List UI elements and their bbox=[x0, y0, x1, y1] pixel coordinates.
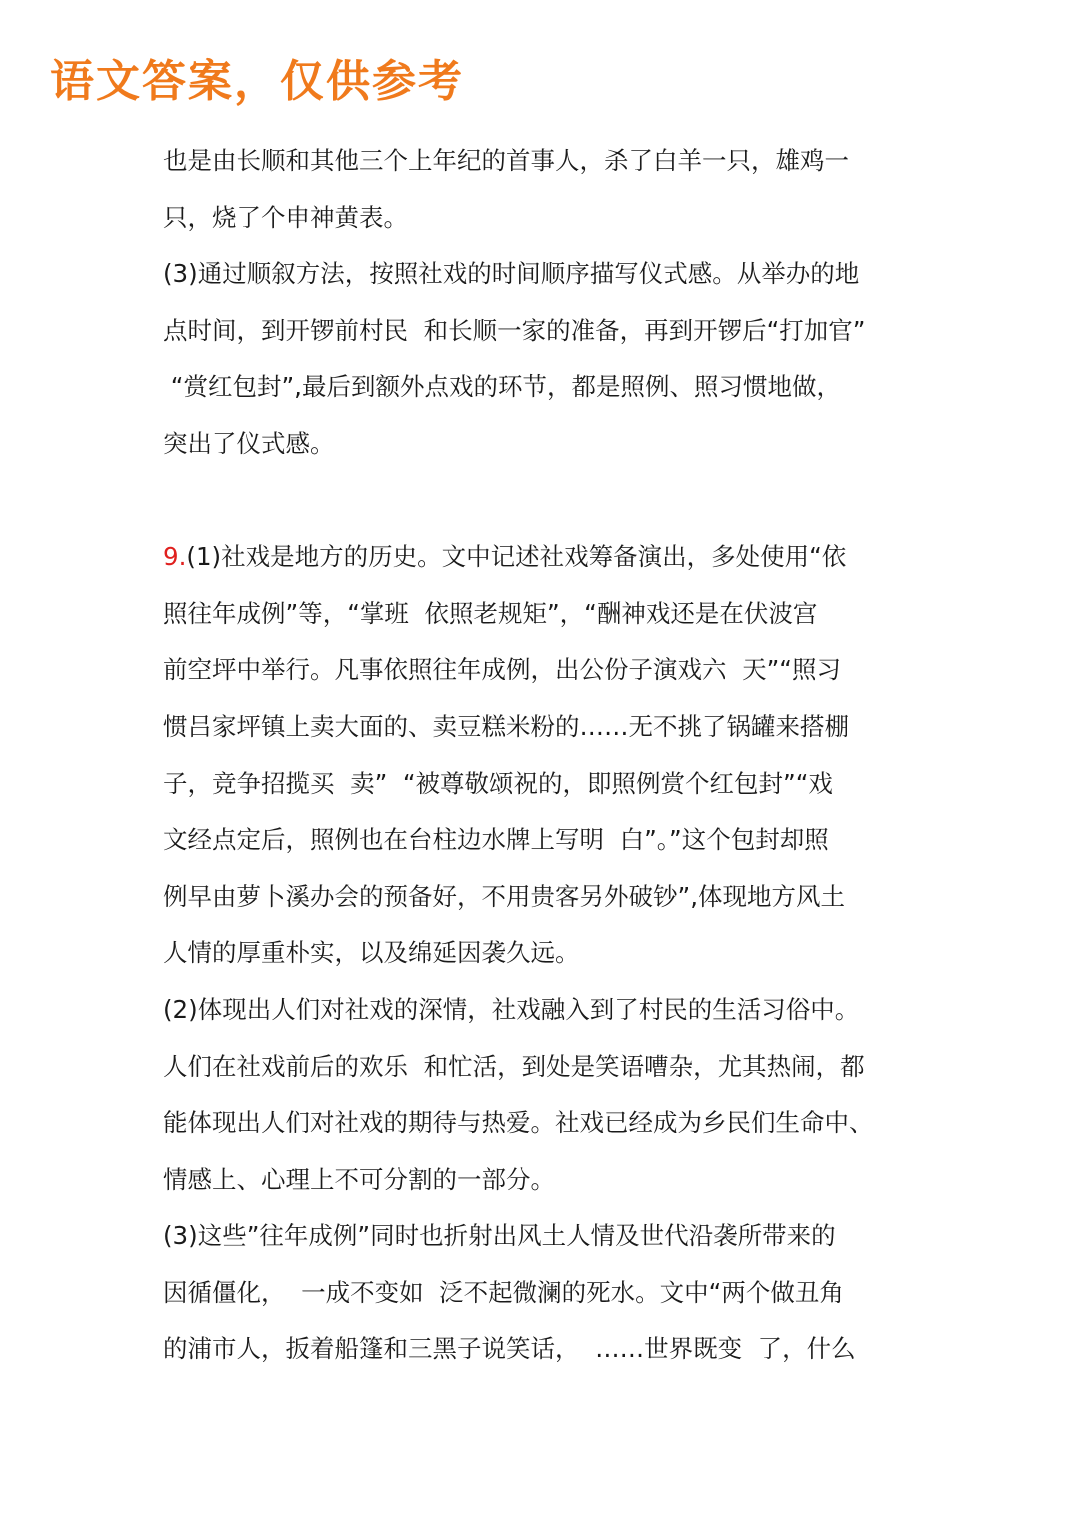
text-line: 只，烧了个申神黄表。 bbox=[163, 202, 408, 232]
text-line: 情感上、心理上不可分割的一部分。 bbox=[163, 1164, 555, 1194]
text-line: 能体现出人们对社戏的期待与热爱。社戏已经成为乡民们生命中、 bbox=[163, 1108, 874, 1138]
text-line: 惯吕家坪镇上卖大面的、卖豆糕米粉的……无不挑了锅罐来搭棚 bbox=[163, 711, 849, 741]
text-line bbox=[163, 529, 919, 586]
text-line: 照往年成例”等，“掌班 依照老规矩”，“酬神戏还是在伏波宫 bbox=[163, 598, 818, 628]
text-line: 因循僵化， 一成不变如 泛不起微澜的死水。文中“两个做丑角 bbox=[163, 1277, 844, 1307]
text-line: 人情的厚重朴实，以及绵延因袭久远。 bbox=[163, 938, 580, 968]
text-line: 文经点定后，照例也在台柱边水牌上写明 白”。”这个包封却照 bbox=[163, 825, 829, 855]
text-line: 的浦市人，扳着船篷和三黑子说笑话， ……世界既变 了，什么 bbox=[163, 1334, 856, 1364]
text-line: (3)这些”往年成例”同时也折射出风土人情及世代沿袭所带来的 bbox=[163, 1221, 836, 1251]
page-title: 语文答案，仅供参考 bbox=[50, 56, 464, 107]
text-span: (1)社戏是地方的历史。文中记述社戏筹备演出，多处使用“依 bbox=[186, 542, 847, 572]
text-line: 也是由长顺和其他三个上年纪的首事人，杀了白羊一只，雄鸡一 bbox=[163, 146, 849, 175]
text-line: 例早由萝卜溪办会的预备好，不用贵客另外破钞”,体现地方风土 bbox=[163, 881, 845, 911]
text-line: 子，竞争招揽买 卖” “被尊敬颂祝的，即照例赏个红包封”“戏 bbox=[163, 768, 833, 798]
answer-body bbox=[163, 133, 919, 1378]
text-line: “赏红包封”,最后到额外点戏的环节，都是照例、照习惯地做， bbox=[163, 372, 841, 402]
text-line: (2)体现出人们对社戏的深情，社戏融入到了村民的生活习俗中。 bbox=[163, 994, 860, 1024]
text-line: 人们在社戏前后的欢乐 和忙活，到处是笑语嘈杂，尤其热闹，都 bbox=[163, 1051, 865, 1081]
text-line: 前空坪中举行。凡事依照往年成例，出公份子演戏六 天”“照习 bbox=[163, 655, 841, 685]
text-line: 突出了仪式感。 bbox=[163, 428, 335, 458]
question-number: 9. bbox=[163, 542, 187, 572]
text-line: 点时间，到开锣前村民 和长顺一家的准备，再到开锣后“打加官” bbox=[163, 315, 866, 345]
paragraph-gap bbox=[163, 473, 919, 530]
text-line: (3)通过顺叙方法，按照社戏的时间顺序描写仪式感。从举办的地 bbox=[163, 259, 860, 289]
